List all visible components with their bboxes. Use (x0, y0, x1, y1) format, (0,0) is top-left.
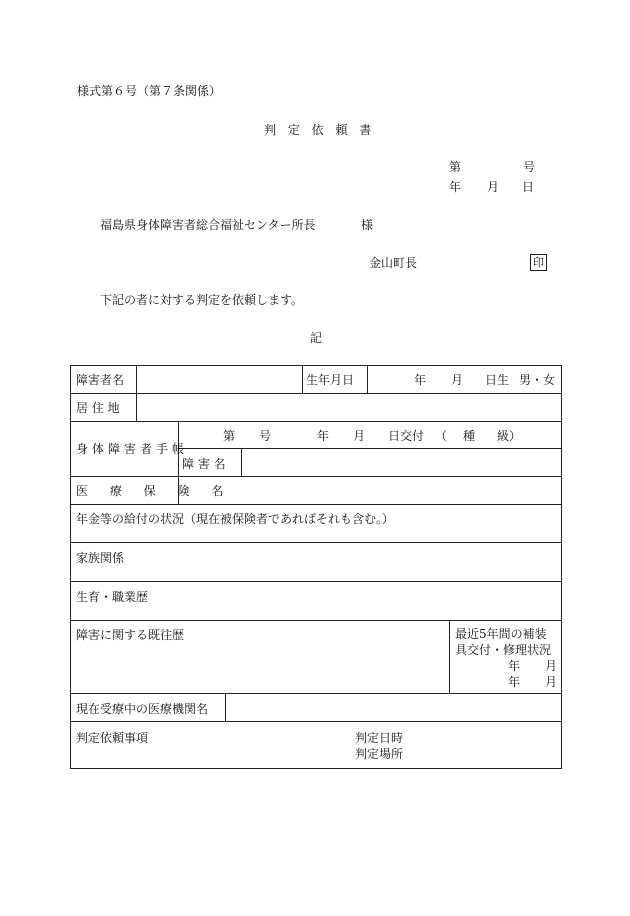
request-items-label: 判定依頼事項 (76, 731, 149, 745)
name-label: 障害者名 (76, 373, 125, 387)
handbook-issue: 日交付 (388, 429, 425, 443)
insurance-label: 医 療 保 険 名 (76, 484, 233, 498)
equip-month-2: 月 (545, 675, 558, 689)
number-prefix: 第 (449, 160, 462, 174)
name-field[interactable] (138, 368, 300, 391)
date-year: 年 (449, 180, 462, 194)
birth-day: 日生 (485, 373, 510, 387)
equip-year-2: 年 (508, 675, 521, 689)
date-month: 月 (487, 180, 500, 194)
equipment-label-1: 最近5年間の補装 (455, 627, 547, 641)
judge-datetime-label: 判定日時 (355, 731, 404, 745)
birth-month: 月 (451, 373, 464, 387)
birth-year: 年 (414, 373, 427, 387)
sender-name: 金山町長 (369, 256, 418, 270)
date-day: 日 (522, 180, 535, 194)
request-text: 下記の者に対する判定を依頼します。 (100, 293, 304, 307)
handbook-open-paren: （ (435, 429, 448, 443)
ki-label: 記 (310, 331, 323, 345)
handbook-year: 年 (317, 429, 330, 443)
handbook-dai: 第 (223, 429, 236, 443)
medical-history-label: 障害に関する既往歴 (76, 628, 185, 642)
birth-label: 生年月日 (306, 373, 355, 387)
disability-name-label: 障 害 名 (182, 457, 226, 471)
number-suffix: 号 (523, 160, 536, 174)
recipient-name: 福島県身体障害者総合福祉センター所長 (100, 218, 316, 232)
insurance-field[interactable] (180, 479, 558, 502)
request-form-table (70, 365, 562, 769)
handbook-month: 月 (353, 429, 366, 443)
judge-place-label: 判定場所 (355, 747, 404, 761)
equip-year-1: 年 (508, 659, 521, 673)
pension-label: 年金等の給付の状況（現在被保険者であればそれも含む。） (76, 512, 395, 526)
equipment-label-2: 具交付・修理状況 (455, 643, 552, 657)
disability-name-field[interactable] (243, 451, 558, 474)
seal-mark: 印 (530, 254, 547, 271)
current-medical-field[interactable] (227, 696, 558, 719)
current-medical-label: 現在受療中の医療機関名 (76, 702, 209, 716)
history-label: 生育・職業歴 (76, 590, 149, 604)
equip-month-1: 月 (545, 659, 558, 673)
handbook-go: 号 (259, 429, 272, 443)
gender-choice[interactable]: 男・女 (519, 373, 556, 387)
recipient-honorific: 様 (361, 218, 374, 232)
address-field[interactable] (138, 396, 558, 419)
page-title: 判 定 依 頼 書 (264, 123, 376, 137)
handbook-label: 身体障害者手帳 (76, 442, 189, 456)
address-label: 居 住 地 (76, 401, 120, 415)
handbook-shu: 種 (463, 429, 476, 443)
handbook-kyu: 級） (497, 429, 522, 443)
form-label: 様式第６号（第７条関係） (77, 84, 222, 98)
family-label: 家族関係 (76, 551, 125, 565)
